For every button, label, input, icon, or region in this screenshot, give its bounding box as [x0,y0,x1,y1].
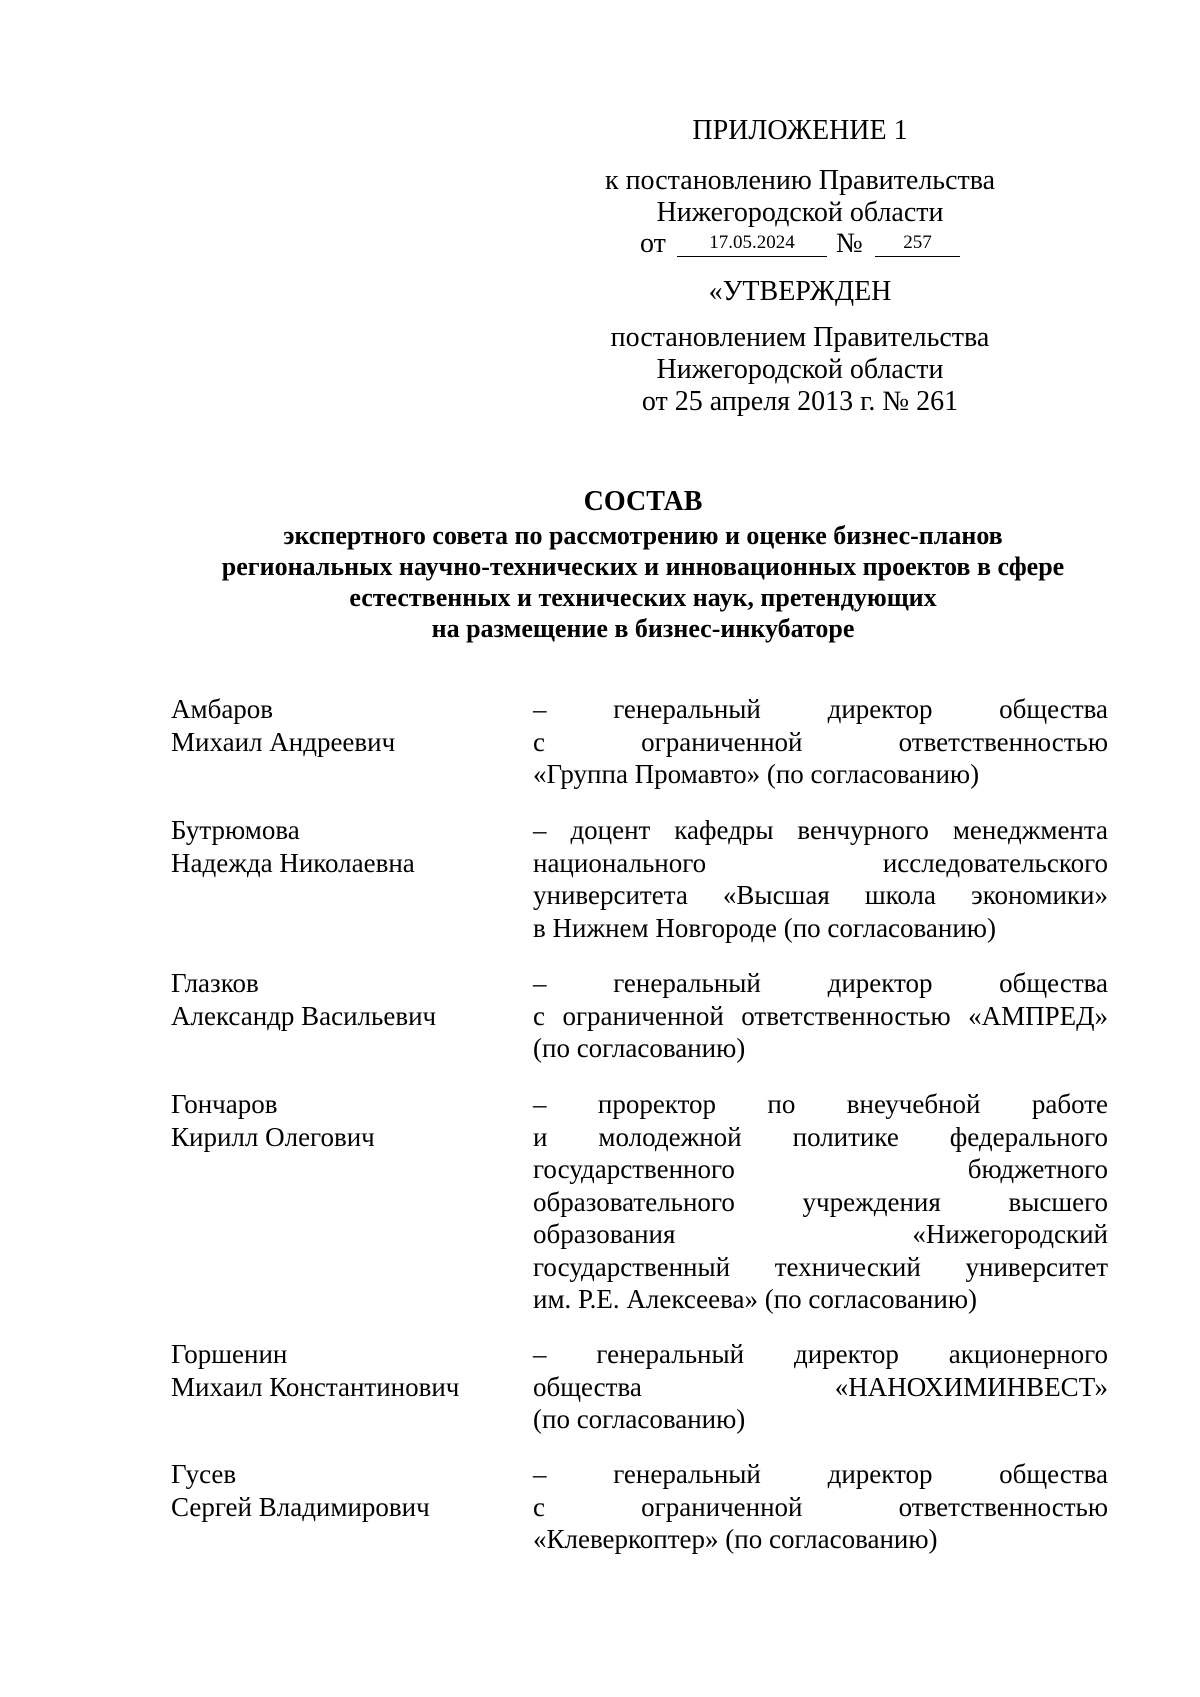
decree-reference [575,165,1025,229]
decree-date: 17.05.2024 [677,230,827,257]
member-name [171,1458,501,1523]
member-position [533,1458,1108,1556]
member-position [533,814,1108,944]
member-given-name: Кирилл Олегович [171,1121,375,1152]
title-line: экспертного совета по рассмотрению и оценке бизнес-планов [283,521,1003,550]
position-line: «Клеверкоптер» (по согласованию) [533,1524,938,1554]
position-line: с ограниченной ответственностью [533,1491,1108,1522]
position-line: государственный технический университет [533,1251,1108,1282]
position-line: – проректор по внеучебной работе [533,1089,1108,1119]
member-name [171,1088,501,1153]
decree-number: 257 [875,230,960,257]
member-position [533,1338,1108,1436]
position-line: – генеральный директор общества [533,694,1108,724]
position-line: с ограниченной ответственностью [533,726,1108,757]
member-surname: Глазков [171,968,259,998]
member-name [171,814,501,879]
member-given-name: Михаил Андреевич [171,726,396,757]
title-main: СОСТАВ [583,486,703,517]
approved-line: от 25 апреля 2013 г. № 261 [641,386,959,417]
member-position [533,1088,1108,1316]
date-prefix: от [640,228,666,259]
position-line: (по согласованию) [533,1404,746,1434]
member-position [533,693,1108,791]
title-line: на размещение в бизнес-инкубаторе [431,614,855,643]
position-line: национального исследовательского [533,847,1108,878]
position-line: в Нижнем Новгороде (по согласованию) [533,912,996,943]
position-line: образования «Нижегородский [533,1219,1108,1249]
member-surname: Бутрюмова [171,815,300,845]
document-title [160,486,1126,644]
member-given-name: Надежда Николаевна [171,847,415,878]
member-name [171,967,501,1032]
position-line: общества «НАНОХИМИНВЕСТ» [533,1371,1108,1402]
decree-line: к постановлению Правительства [604,165,996,196]
approved-line: Нижегородской области [656,354,944,385]
title-line: региональных научно-технических и инновационных проектов в сфере [221,552,1065,581]
title-line: естественных и технических наук, претендующих [349,583,937,612]
position-line: образовательного учреждения высшего [533,1186,1108,1217]
position-line: – генеральный директор акционерного [533,1339,1108,1369]
position-line: «Группа Промавто» (по согласованию) [533,759,980,789]
date-number-line [640,228,980,264]
approved-reference [575,322,1025,418]
member-name [171,1338,501,1403]
position-line: – генеральный директор общества [533,1459,1108,1489]
position-line: государственного бюджетного [533,1154,1108,1184]
position-line: и молодежной политике федерального [533,1121,1108,1152]
member-given-name: Михаил Константинович [171,1371,460,1402]
member-surname: Амбаров [171,694,274,724]
member-name [171,693,501,758]
number-sign: № [836,228,863,259]
member-surname: Гончаров [171,1089,278,1119]
position-line: им. Р.Е. Алексеева» (по согласованию) [533,1284,977,1314]
member-given-name: Александр Васильевич [171,1000,437,1031]
member-surname: Гусев [171,1459,237,1489]
member-position [533,967,1108,1065]
position-line: (по согласованию) [533,1033,746,1063]
member-given-name: Сергей Владимирович [171,1491,430,1522]
position-line: с ограниченной ответственностью «АМПРЕД» [533,1000,1108,1031]
approved-title: «УТВЕРЖДЕН [708,276,892,307]
approved-line: постановлением Правительства [610,322,990,353]
member-surname: Горшенин [171,1339,288,1369]
position-line: – доцент кафедры венчурного менеджмента [533,815,1108,845]
decree-line: Нижегородской области [656,197,944,228]
appendix-title: ПРИЛОЖЕНИЕ 1 [692,115,908,146]
position-line: – генеральный директор общества [533,968,1108,998]
position-line: университета «Высшая школа экономики» [533,880,1108,910]
